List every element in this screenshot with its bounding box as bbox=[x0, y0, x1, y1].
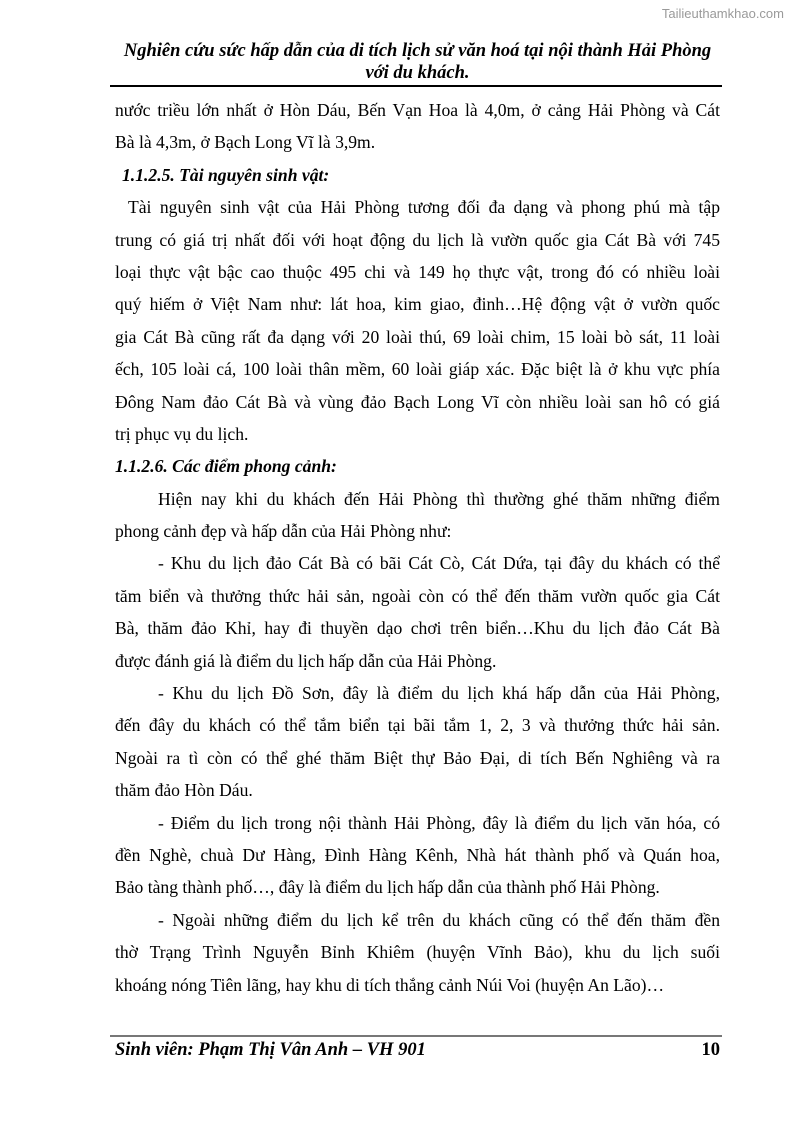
text-line: gia Cát Bà cũng rất đa dạng với 20 loài thú, 69 loài chim, 15 loài bò sát, 11 loài bbox=[115, 326, 720, 347]
text-line: khoáng nóng Tiên lãng, hay khu di tích thắng cảnh Núi Voi (huyện An Lão)… bbox=[115, 974, 665, 995]
footer-divider bbox=[110, 1035, 722, 1037]
body-text bbox=[115, 94, 720, 1001]
student-name: Sinh viên: Phạm Thị Vân Anh – VH 901 bbox=[115, 1040, 426, 1060]
text-line: quý hiếm ở Việt Nam như: lát hoa, kim giao, đinh…Hệ động vật ở vườn quốc bbox=[115, 294, 720, 315]
section-heading-1126: 1.1.2.6. Các điểm phong cảnh: bbox=[115, 456, 337, 477]
header-line-1: Nghiên cứu sức hấp dẫn của di tích lịch sử văn hoá tại nội thành Hải Phòng bbox=[123, 41, 712, 61]
text-line: Hiện nay khi du khách đến Hải Phòng thì thường ghé thăm những điểm bbox=[158, 488, 720, 509]
text-line: - Khu du lịch đảo Cát Bà có bãi Cát Cò, Cát Dứa, tại đây du khách có thể bbox=[158, 553, 720, 574]
text-line: thăm đảo Hòn Dáu. bbox=[115, 780, 253, 801]
text-line: trung có giá trị nhất đối với hoạt động du lịch là vườn quốc gia Cát Bà với 745 bbox=[115, 229, 720, 250]
text-line: ếch, 105 loài cá, 100 loài thân mềm, 60 loài giáp xác. Đặc biệt là ở khu vực phía bbox=[115, 359, 720, 380]
text-line: Đông Nam đảo Cát Bà và vùng đảo Bạch Long Vĩ còn nhiều loài san hô có giá bbox=[115, 391, 720, 412]
text-line: Bà, thăm đảo Khỉ, hay đi thuyền dạo chơi trên biển…Khu du lịch đảo Cát Bà bbox=[115, 618, 720, 639]
text-line: tăm biển và thưởng thức hải sản, ngoài còn có thể đến thăm vườn quốc gia Cát bbox=[115, 585, 720, 606]
text-line: được đánh giá là điểm du lịch hấp dẫn của Hải Phòng. bbox=[115, 650, 497, 671]
page-header bbox=[110, 40, 725, 84]
text-line: - Điểm du lịch trong nội thành Hải Phòng, đây là điểm du lịch văn hóa, có bbox=[158, 812, 720, 833]
header-divider bbox=[110, 85, 722, 87]
page-footer bbox=[115, 1040, 720, 1061]
watermark: Tailieuthamkhao.com bbox=[661, 6, 784, 21]
text-line: thờ Trạng Trình Nguyễn Bỉnh Khiêm (huyện Vĩnh Bảo), khu du lịch suối bbox=[115, 942, 720, 963]
page-number: 10 bbox=[701, 1040, 720, 1060]
text-line: - Khu du lịch Đồ Sơn, đây là điểm du lịch khá hấp dẫn của Hải Phòng, bbox=[158, 683, 720, 704]
header-line-2: với du khách. bbox=[365, 63, 470, 83]
text-line: - Ngoài những điểm du lịch kể trên du khách cũng có thể đến thăm đền bbox=[158, 909, 720, 930]
text-line: Ngoài ra tì còn có thể ghé thăm Biệt thự Bảo Đại, di tích Bến Nghiêng và ra bbox=[115, 747, 720, 768]
text-line: đền Nghè, chuà Dư Hàng, Đình Hàng Kênh, Nhà hát thành phố và Quán hoa, bbox=[115, 844, 720, 865]
text-line: Bà là 4,3m, ở Bạch Long Vĩ là 3,9m. bbox=[115, 132, 376, 153]
text-line: trị phục vụ du lịch. bbox=[115, 423, 249, 444]
text-line: loại thực vật bậc cao thuộc 495 chi và 149 họ thực vật, trong đó có nhiều loài bbox=[115, 261, 720, 282]
text-line: phong cảnh đẹp và hấp dẫn của Hải Phòng như: bbox=[115, 521, 452, 542]
text-line: Bảo tàng thành phố…, đây là điểm du lịch hấp dẫn của thành phố Hải Phòng. bbox=[115, 877, 660, 898]
section-heading-1125: 1.1.2.5. Tài nguyên sinh vật: bbox=[122, 164, 330, 185]
text-line: Tài nguyên sinh vật của Hải Phòng tương đối đa dạng và phong phú mà tập bbox=[128, 197, 720, 218]
text-line: đến đây du khách có thể tắm biển tại bãi tắm 1, 2, 3 và thưởng thức hải sản. bbox=[115, 715, 720, 736]
text-line: nước triều lớn nhất ở Hòn Dáu, Bến Vạn Hoa là 4,0m, ở cảng Hải Phòng và Cát bbox=[115, 100, 720, 120]
